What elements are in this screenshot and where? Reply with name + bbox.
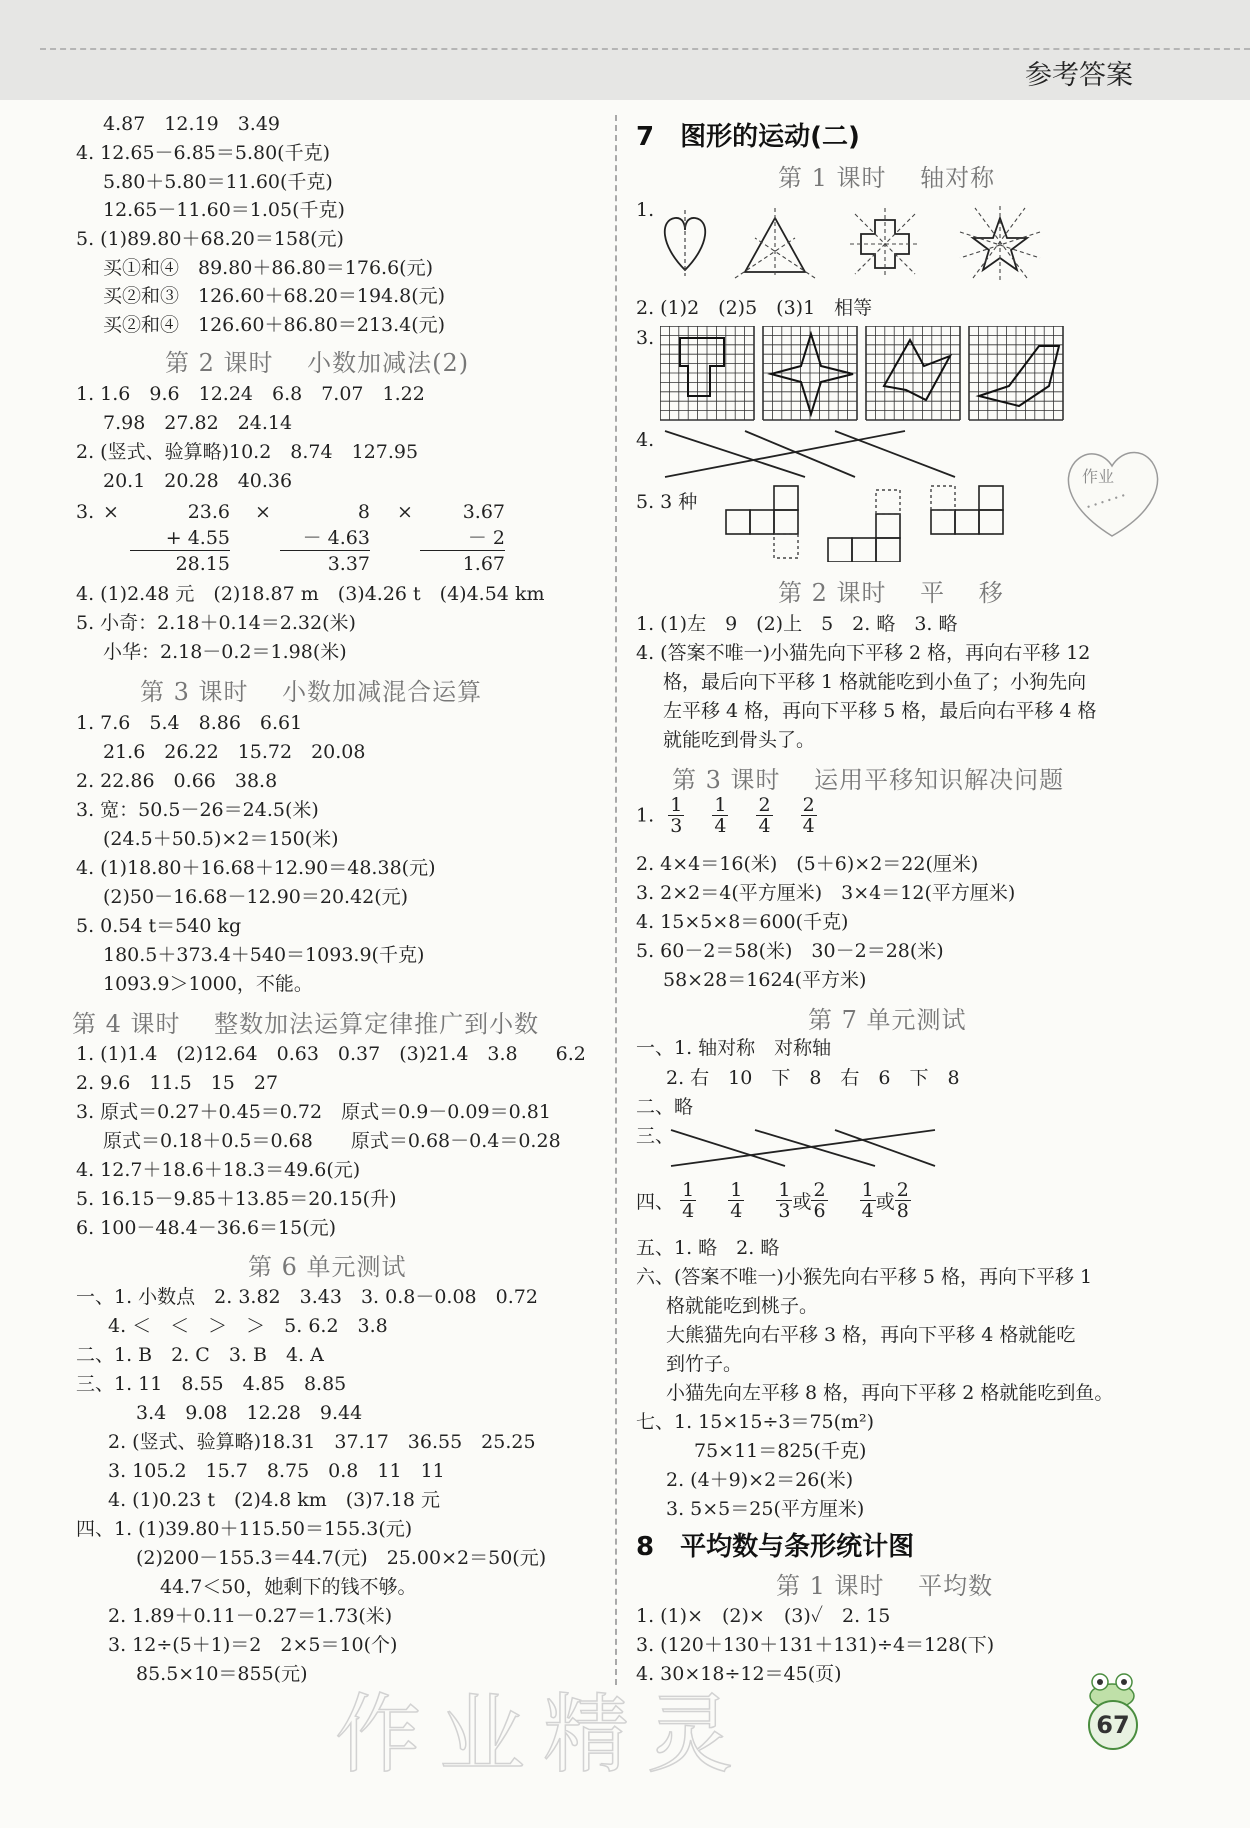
text-line: 2. 22.86 0.66 38.8 bbox=[76, 770, 278, 792]
numerator: 1 bbox=[861, 1179, 874, 1201]
numerator: 1 bbox=[670, 794, 683, 816]
text-line: 1. 7.6 5.4 8.86 6.61 bbox=[76, 712, 303, 734]
calc-c-result: 1.67 bbox=[462, 553, 505, 575]
text-line: 4. 30×18÷12＝45(页) bbox=[636, 1663, 842, 1685]
text-line: 二、1. B 2. C 3. B 4. A bbox=[76, 1344, 324, 1366]
item-number: 3. bbox=[76, 501, 95, 523]
calc-b-mid: － 4.63 bbox=[280, 526, 370, 551]
fraction bbox=[680, 1180, 696, 1221]
text-line: 买①和④ 89.80＋86.80＝176.6(元) bbox=[103, 257, 434, 279]
text-line: 2. 4×4＝16(米) (5＋6)×2＝22(厘米) bbox=[636, 853, 979, 875]
text-line: 3. 原式＝0.27＋0.45＝0.72 原式＝0.9－0.09＝0.81 bbox=[76, 1101, 551, 1123]
calc-b-top: 8 bbox=[357, 501, 370, 523]
fraction bbox=[756, 795, 772, 836]
fraction bbox=[776, 1180, 792, 1221]
text-line: 4. (1)2.48 元 (2)18.87 m (3)4.26 t (4)4.54 km bbox=[76, 583, 545, 605]
fraction bbox=[668, 795, 684, 836]
calc-a-top: 23.6 bbox=[187, 501, 230, 523]
section-heading: 第 6 单元测试 bbox=[248, 1253, 407, 1281]
text-line: 21.6 26.22 15.72 20.08 bbox=[103, 741, 366, 763]
watermark: 作业精灵 bbox=[335, 1685, 751, 1785]
text-line: 2. 1.89＋0.11－0.27＝1.73(米) bbox=[108, 1605, 393, 1627]
denominator: 4 bbox=[758, 815, 771, 837]
text-line: 四、1. (1)39.80＋115.50＝155.3(元) bbox=[76, 1518, 413, 1540]
grid-figure bbox=[969, 326, 1063, 420]
text-line: 2. 右 10 下 8 右 6 下 8 bbox=[666, 1067, 960, 1089]
grid-shape bbox=[680, 338, 724, 396]
grid-figures bbox=[660, 326, 1070, 422]
grid-shape bbox=[771, 334, 853, 414]
denominator: 4 bbox=[682, 1200, 695, 1222]
column-divider bbox=[615, 115, 617, 1685]
item-number: 四、 bbox=[636, 1191, 675, 1213]
fraction bbox=[860, 1180, 876, 1221]
grid-figure bbox=[660, 326, 754, 420]
text-line: 5. 0.54 t＝540 kg bbox=[76, 915, 242, 937]
matching-lines bbox=[655, 425, 985, 485]
text-line: 左平移 4 格，再向下平移 5 格，最后向右平移 4 格 bbox=[663, 700, 1097, 722]
text-line: 4.87 12.19 3.49 bbox=[103, 113, 281, 135]
stamp-label: 作业 bbox=[1082, 467, 1115, 486]
calc-a-result: 28.15 bbox=[175, 553, 230, 575]
section-heading: 第 4 课时 整数加法运算定律推广到小数 bbox=[72, 1010, 540, 1038]
calc-a-mid: + 4.55 bbox=[130, 526, 230, 551]
text-line: 3.4 9.08 12.28 9.44 bbox=[136, 1402, 363, 1424]
numerator: 2 bbox=[813, 1179, 826, 1201]
text-line: 6. 100－48.4－36.6＝15(元) bbox=[76, 1217, 337, 1239]
section-heading: 第 2 课时 平 移 bbox=[778, 579, 1004, 607]
text-line: 4. 12.7＋18.6＋18.3＝49.6(元) bbox=[76, 1159, 361, 1181]
denominator: 4 bbox=[802, 815, 815, 837]
section-heading: 第 1 课时 平均数 bbox=[776, 1572, 994, 1600]
text-line: 2. (竖式、验算略)18.31 37.17 36.55 25.25 bbox=[108, 1431, 536, 1453]
denominator: 4 bbox=[861, 1200, 874, 1222]
text-line: 4. (1)0.23 t (2)4.8 km (3)7.18 元 bbox=[108, 1489, 441, 1511]
section-heading: 第 2 课时 小数加减法(2) bbox=[165, 349, 470, 377]
text-line: (2)50－16.68－12.90＝20.42(元) bbox=[103, 886, 409, 908]
fraction bbox=[811, 1180, 827, 1221]
text-line: 3. 105.2 15.7 8.75 0.8 11 11 bbox=[108, 1460, 445, 1482]
text-line: 1093.9＞1000，不能。 bbox=[103, 973, 313, 995]
text-line: 1. (1)1.4 (2)12.64 0.63 0.37 (3)21.4 3.8 6.2 bbox=[76, 1043, 586, 1065]
text-line: 3. 宽：50.5－26＝24.5(米) bbox=[76, 799, 319, 821]
or-text: 或 bbox=[792, 1191, 812, 1213]
text-line: 5. 小奇：2.18＋0.14＝2.32(米) bbox=[76, 612, 356, 634]
text-line: 5. 3 种 bbox=[636, 491, 698, 513]
text-line: 2. 9.6 11.5 15 27 bbox=[76, 1072, 279, 1094]
fraction-row bbox=[636, 795, 817, 836]
text-line: 三、 bbox=[636, 1125, 675, 1147]
denominator: 4 bbox=[730, 1200, 743, 1222]
header-dashed-rule bbox=[40, 48, 1250, 50]
chapter-heading: 8 平均数与条形统计图 bbox=[636, 1532, 915, 1562]
text-line: 3. 2×2＝4(平方厘米) 3×4＝12(平方厘米) bbox=[636, 882, 1016, 904]
fraction bbox=[801, 795, 817, 836]
text-line: 格就能吃到桃子。 bbox=[666, 1295, 819, 1317]
text-line: 4. 15×5×8＝600(千克) bbox=[636, 911, 849, 933]
denominator: 6 bbox=[813, 1200, 826, 1222]
section-heading: 第 7 单元测试 bbox=[808, 1006, 967, 1034]
item-number: 3. bbox=[636, 327, 655, 349]
text-line: 1. (1)× (2)× (3)✓ 2. 15 bbox=[636, 1605, 891, 1627]
text-line: 一、1. 小数点 2. 3.82 3.43 3. 0.8－0.08 0.72 bbox=[76, 1286, 538, 1308]
matching-lines bbox=[665, 1120, 945, 1172]
item-number: 1. bbox=[636, 804, 655, 827]
numerator: 1 bbox=[778, 1179, 791, 1201]
text-line: 一、1. 轴对称 对称轴 bbox=[636, 1037, 832, 1059]
text-line: 小猫先向左平移 8 格，再向下平移 2 格就能吃到鱼。 bbox=[666, 1382, 1114, 1404]
fraction bbox=[712, 795, 728, 836]
text-line: 格，最后向下平移 1 格就能吃到小鱼了；小狗先向 bbox=[663, 671, 1087, 693]
text-line: 1. (1)左 9 (2)上 5 2. 略 3. 略 bbox=[636, 613, 958, 635]
chapter-heading: 7 图形的运动(二) bbox=[636, 122, 860, 152]
text-line: 到竹子。 bbox=[666, 1353, 743, 1375]
page-number: 67 bbox=[1088, 1700, 1138, 1750]
text-line: 44.7＜50，她剩下的钱不够。 bbox=[160, 1576, 417, 1598]
item-number: 4. bbox=[636, 429, 655, 451]
calc-c-mid: － 2 bbox=[420, 526, 505, 551]
text-line: 原式＝0.18＋0.5＝0.68 原式＝0.68－0.4＝0.28 bbox=[103, 1130, 561, 1152]
or-text: 或 bbox=[875, 1191, 895, 1213]
grid-figure bbox=[866, 326, 960, 420]
numerator: 2 bbox=[802, 794, 815, 816]
text-line: 3. 12÷(5＋1)＝2 2×5＝10(个) bbox=[108, 1634, 398, 1656]
section-heading: 第 3 课时 运用平移知识解决问题 bbox=[672, 766, 1065, 794]
text-line: 2. (4＋9)×2＝26(米) bbox=[666, 1469, 854, 1491]
text-line: 7.98 27.82 24.14 bbox=[103, 412, 293, 434]
text-line: 20.1 20.28 40.36 bbox=[103, 470, 293, 492]
fraction bbox=[728, 1180, 744, 1221]
denominator: 3 bbox=[670, 815, 683, 837]
text-line: 三、1. 11 8.55 4.85 8.85 bbox=[76, 1373, 347, 1395]
grid-figure bbox=[763, 326, 857, 420]
net-figures bbox=[718, 482, 1018, 562]
numerator: 1 bbox=[682, 1179, 695, 1201]
text-line: 二、略 bbox=[636, 1096, 694, 1118]
text-line: 1. 1.6 9.6 12.24 6.8 7.07 1.22 bbox=[76, 383, 425, 405]
stamp-seal bbox=[1060, 440, 1165, 540]
text-line: (2)200－155.3＝44.7(元) 25.00×2＝50(元) bbox=[136, 1547, 547, 1569]
text-line: 3. (120＋130＋131＋131)÷4＝128(下) bbox=[636, 1634, 995, 1656]
text-line: 大熊猫先向右平移 3 格，再向下平移 4 格就能吃 bbox=[666, 1324, 1076, 1346]
fraction bbox=[895, 1180, 911, 1221]
section-heading: 第 3 课时 小数加减混合运算 bbox=[140, 678, 483, 706]
calc-c-top: 3.67 bbox=[462, 501, 505, 523]
text-line: 买②和③ 126.60＋68.20＝194.8(元) bbox=[103, 285, 446, 307]
text-line: 六、(答案不唯一)小猴先向右平移 5 格，再向下平移 1 bbox=[636, 1266, 1093, 1288]
svg-text:• • • • • •: • • • • • • bbox=[1085, 490, 1127, 513]
text-line: 5. 60－2＝58(米) 30－2＝28(米) bbox=[636, 940, 944, 962]
text-line: 小华：2.18－0.2＝1.98(米) bbox=[103, 641, 347, 663]
header-title: 参考答案 bbox=[1025, 60, 1133, 91]
numerator: 1 bbox=[714, 794, 727, 816]
text-line: 180.5＋373.4＋540＝1093.9(千克) bbox=[103, 944, 425, 966]
text-line: (24.5＋50.5)×2＝150(米) bbox=[103, 828, 339, 850]
wrong-mark: × bbox=[103, 501, 119, 523]
text-line: 85.5×10＝855(元) bbox=[136, 1663, 308, 1685]
numerator: 2 bbox=[896, 1179, 909, 1201]
text-line: 七、1. 15×15÷3＝75(m²) bbox=[636, 1411, 875, 1433]
numerator: 1 bbox=[730, 1179, 743, 1201]
section-heading: 第 1 课时 轴对称 bbox=[778, 164, 996, 192]
text-line: 58×28＝1624(平方米) bbox=[663, 969, 867, 991]
numerator: 2 bbox=[758, 794, 771, 816]
text-line: 买②和④ 126.60＋86.80＝213.4(元) bbox=[103, 314, 446, 336]
grid-shape bbox=[979, 346, 1059, 406]
text-line: 4. (1)18.80＋16.68＋12.90＝48.38(元) bbox=[76, 857, 436, 879]
denominator: 4 bbox=[714, 815, 727, 837]
wrong-mark: × bbox=[397, 501, 413, 523]
text-line: 2. (1)2 (2)5 (3)1 相等 bbox=[636, 297, 873, 319]
text-line: 4. (答案不唯一)小猫先向下平移 2 格，再向右平移 12 bbox=[636, 642, 1091, 664]
text-line: 4. ＜ ＜ ＞ ＞ 5. 6.2 3.8 bbox=[108, 1315, 388, 1337]
text-line: 五、1. 略 2. 略 bbox=[636, 1237, 780, 1259]
wrong-mark: × bbox=[255, 501, 271, 523]
denominator: 3 bbox=[778, 1200, 791, 1222]
text-line: 5. 16.15－9.85＋13.85＝20.15(升) bbox=[76, 1188, 397, 1210]
text-line: 5. (1)89.80＋68.20＝158(元) bbox=[76, 228, 344, 250]
text-line: 就能吃到骨头了。 bbox=[663, 729, 816, 751]
text-line: 2. (竖式、验算略)10.2 8.74 127.95 bbox=[76, 441, 419, 463]
text-line: 4. 12.65－6.85＝5.80(千克) bbox=[76, 142, 330, 164]
text-line: 75×11＝825(千克) bbox=[694, 1440, 867, 1462]
text-line: 12.65－11.60＝1.05(千克) bbox=[103, 199, 345, 221]
fraction-row bbox=[636, 1180, 911, 1221]
denominator: 8 bbox=[896, 1200, 909, 1222]
calc-b-result: 3.37 bbox=[327, 553, 370, 575]
text-line: 5.80＋5.80＝11.60(千克) bbox=[103, 171, 333, 193]
symmetry-figures bbox=[655, 200, 1075, 280]
item-number: 1. bbox=[636, 199, 655, 221]
text-line: 3. 5×5＝25(平方厘米) bbox=[666, 1498, 865, 1520]
